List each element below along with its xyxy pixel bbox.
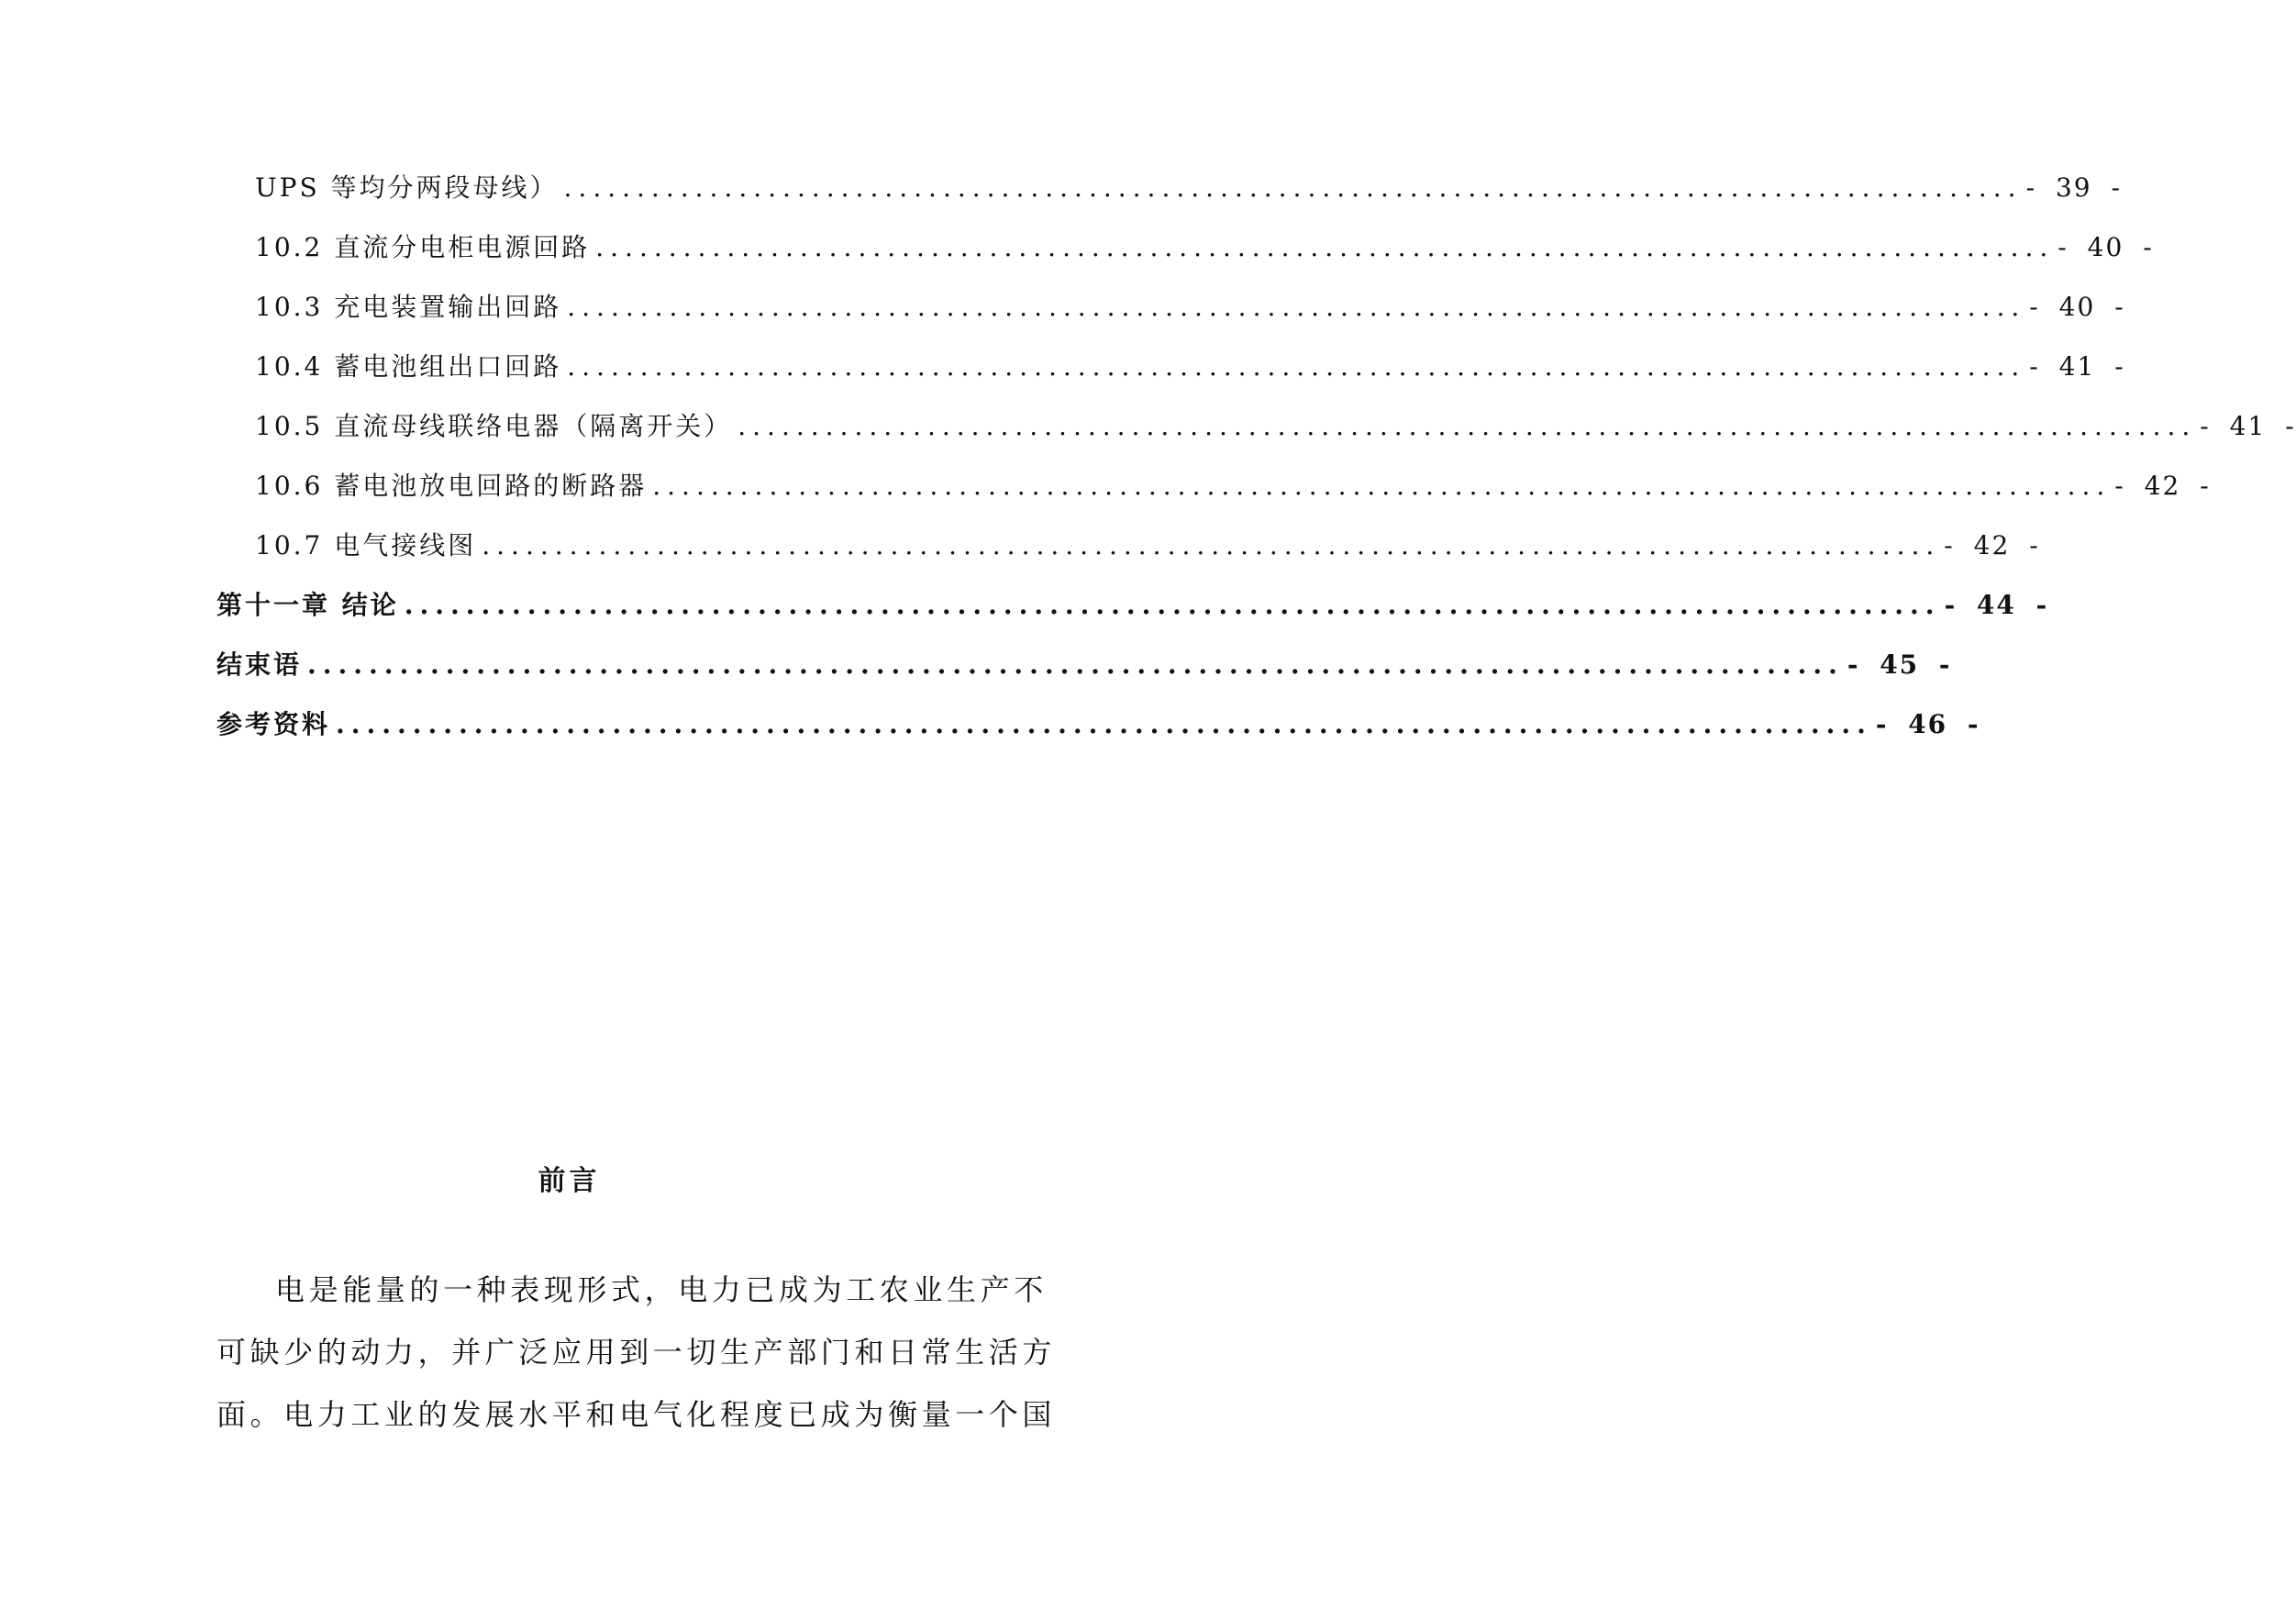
- toc-entry-title: UPS 等均分两段母线）: [255, 172, 559, 203]
- toc-entry[interactable]: [216, 227, 2154, 287]
- paragraph-line: 可缺少的动力，并广泛应用到一切生产部门和日常生活方: [216, 1335, 1057, 1370]
- toc-entry-title: 10.7 电气接线图: [255, 530, 477, 560]
- toc-entry[interactable]: [216, 347, 2125, 406]
- toc-entry-title: 10.3 充电装置输出回路: [255, 292, 562, 322]
- preface-heading: 前言: [538, 1165, 601, 1197]
- toc-entry-title: 10.6 蓄电池放电回路的断路器: [255, 471, 648, 501]
- toc-dot-leader: [567, 292, 2025, 322]
- preface-paragraph: [216, 1259, 1057, 1446]
- toc-dot-leader: [652, 471, 2111, 501]
- toc-dot-leader: [564, 172, 2023, 203]
- toc-entry-page: - 41 -: [2029, 351, 2125, 382]
- toc-entry-page: - 44 -: [1944, 590, 2049, 620]
- toc-chapter-entry[interactable]: [216, 585, 2049, 645]
- toc-dot-leader: [336, 709, 1872, 739]
- toc-dot-leader: [738, 411, 2196, 441]
- toc-dot-leader: [482, 530, 1940, 560]
- toc-entry-title: 结束语: [216, 649, 303, 680]
- paragraph-line: 电是能量的一种表现形式，电力已成为工农业生产不: [275, 1272, 1048, 1307]
- toc-entry[interactable]: [216, 526, 2040, 585]
- toc-entry-page: - 40 -: [2058, 232, 2154, 262]
- toc-entry[interactable]: [216, 406, 2296, 466]
- toc-entry-title: 10.2 直流分电柜电源回路: [255, 232, 591, 262]
- toc-entry-page: - 42 -: [2114, 471, 2211, 501]
- table-of-contents: [216, 168, 2296, 764]
- paragraph-line: 面。电力工业的发展水平和电气化程度已成为衡量一个国: [216, 1397, 1057, 1432]
- toc-entry[interactable]: [216, 168, 2122, 227]
- toc-chapter-entry[interactable]: [216, 645, 1952, 705]
- toc-entry[interactable]: [216, 287, 2125, 347]
- toc-dot-leader: [405, 590, 1941, 620]
- toc-chapter-entry[interactable]: [216, 705, 1980, 764]
- toc-entry-title: 10.5 直流母线联络电器（隔离开关）: [255, 411, 733, 441]
- toc-entry-page: - 46 -: [1875, 709, 1980, 739]
- toc-entry[interactable]: [216, 466, 2211, 526]
- toc-entry-page: - 42 -: [1944, 530, 2040, 560]
- toc-entry-title: 参考资料: [216, 709, 331, 739]
- toc-dot-leader: [567, 351, 2025, 382]
- toc-entry-page: - 41 -: [2200, 411, 2296, 441]
- toc-entry-page: - 39 -: [2025, 172, 2122, 203]
- toc-entry-title: 10.4 蓄电池组出口回路: [255, 351, 562, 382]
- toc-entry-page: - 45 -: [1847, 649, 1952, 680]
- toc-dot-leader: [307, 649, 1844, 680]
- toc-dot-leader: [595, 232, 2054, 262]
- toc-entry-page: - 40 -: [2029, 292, 2125, 322]
- toc-entry-title: 第十一章 结论: [216, 590, 399, 620]
